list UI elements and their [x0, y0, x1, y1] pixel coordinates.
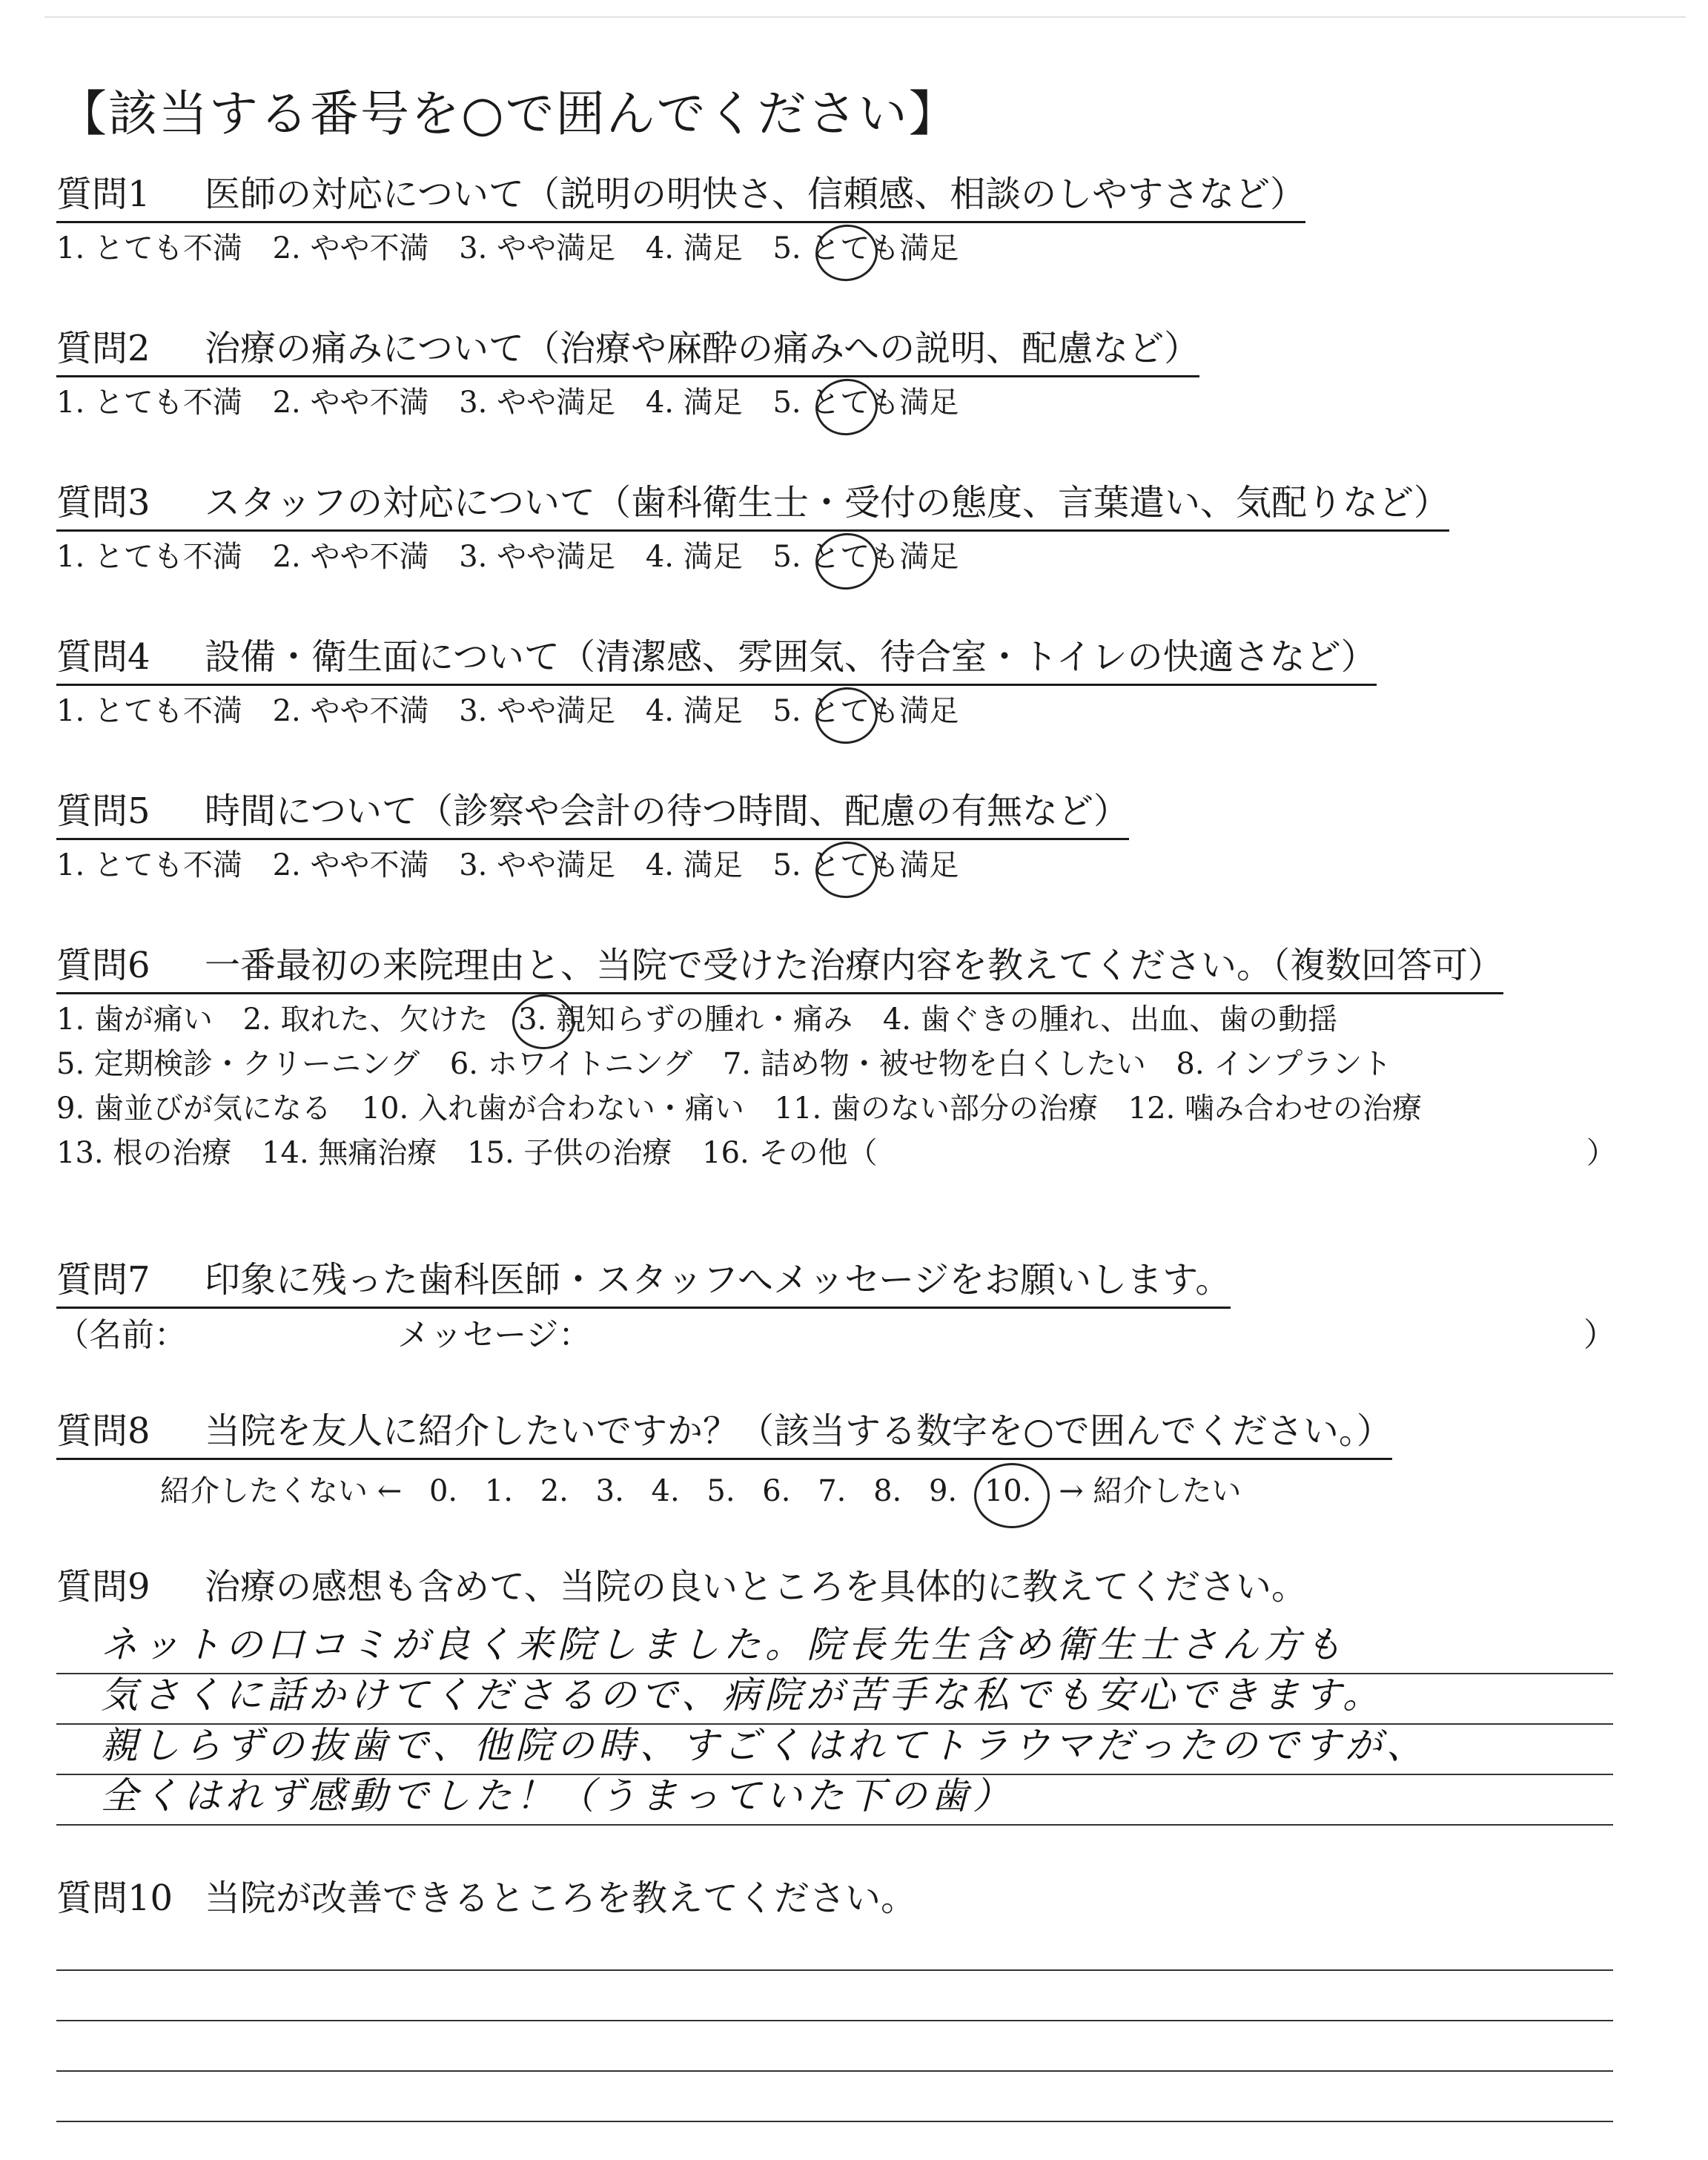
q8-scale-4[interactable]: 4.: [651, 1474, 680, 1508]
question-4-number: 質問4: [56, 636, 150, 678]
q5-option-4[interactable]: 4. 満足: [645, 848, 743, 882]
q8-scale-3[interactable]: 3.: [595, 1474, 624, 1508]
question-2-number: 質問2: [56, 328, 150, 369]
question-5-number: 質問5: [56, 790, 150, 832]
question-9-answer-area[interactable]: [56, 1624, 1613, 1826]
question-1-options: [56, 229, 1628, 268]
q4-option-5-label: 5. とても満足: [772, 694, 959, 728]
q6-option-4[interactable]: 4. 歯ぐきの腫れ、出血、歯の動揺: [882, 1003, 1338, 1037]
q8-scale-9[interactable]: 9.: [928, 1474, 958, 1508]
question-6: [56, 943, 1628, 1172]
q6-option-12[interactable]: 12. 噛み合わせの治療: [1128, 1091, 1423, 1126]
question-4-title: [56, 635, 1377, 686]
q2-option-5-selected[interactable]: [772, 383, 959, 422]
q2-option-1[interactable]: 1. とても不満: [56, 386, 242, 420]
question-10: [56, 1876, 1628, 1925]
question-1-title: [56, 172, 1305, 223]
question-10-title: [56, 1876, 916, 1925]
q6-option-15[interactable]: 15. 子供の治療: [467, 1136, 672, 1170]
q6-option-11[interactable]: 11. 歯のない部分の治療: [774, 1091, 1098, 1126]
q2-option-3[interactable]: 3. やや満足: [459, 386, 616, 420]
q8-scale-5[interactable]: 5.: [706, 1474, 735, 1508]
q7-close-paren: ）: [1583, 1316, 1616, 1354]
question-4-options: [56, 692, 1628, 730]
q6-option-5[interactable]: 5. 定期検診・クリーニング: [56, 1047, 420, 1081]
q1-option-1[interactable]: 1. とても不満: [56, 231, 242, 265]
question-2-title: [56, 326, 1199, 377]
handwritten-answer: 気さくに話かけてくださるので、病院が苦手な私でも安心できます。: [101, 1674, 1384, 1717]
q8-scale-8[interactable]: 8.: [873, 1474, 902, 1508]
question-1: [56, 172, 1628, 268]
q3-option-2[interactable]: 2. やや不満: [272, 540, 429, 574]
q6-option-10[interactable]: 10. 入れ歯が合わない・痛い: [361, 1091, 744, 1126]
question-4-text: 設備・衛生面について（清潔感、雰囲気、待合室・トイレの快適さなど）: [205, 636, 1377, 678]
question-9-number: 質問9: [56, 1566, 150, 1608]
q8-scale-10-label: 10.: [984, 1474, 1032, 1508]
q6-option-6[interactable]: 6. ホワイトニング: [449, 1047, 693, 1081]
q5-option-5-selected[interactable]: [772, 846, 959, 885]
question-2: [56, 326, 1628, 422]
q1-option-5-label: 5. とても満足: [772, 231, 959, 265]
answer-line: [56, 1920, 1613, 1971]
q3-option-1[interactable]: 1. とても不満: [56, 540, 242, 574]
q2-option-2[interactable]: 2. やや不満: [272, 386, 429, 420]
question-8-number: 質問8: [56, 1410, 150, 1452]
q8-scale-0[interactable]: 0.: [428, 1474, 458, 1508]
q8-scale-2[interactable]: 2.: [540, 1474, 569, 1508]
q5-option-5-label: 5. とても満足: [772, 848, 959, 882]
answer-line: [56, 1775, 1613, 1826]
q1-option-2[interactable]: 2. やや不満: [272, 231, 429, 265]
q5-option-2[interactable]: 2. やや不満: [272, 848, 429, 882]
q6-option-9[interactable]: 9. 歯並びが気になる: [56, 1091, 331, 1126]
q5-option-3[interactable]: 3. やや満足: [459, 848, 616, 882]
q8-scale-6[interactable]: 6.: [762, 1474, 791, 1508]
q6-option-7[interactable]: 7. 詰め物・被せ物を白くしたい: [722, 1047, 1146, 1081]
question-3-options: [56, 538, 1628, 576]
question-3-text: スタッフの対応について（歯科衛生士・受付の態度、言葉遣い、気配りなど）: [205, 482, 1450, 524]
q1-option-3[interactable]: 3. やや満足: [459, 231, 616, 265]
q4-option-2[interactable]: 2. やや不満: [272, 694, 429, 728]
question-6-row-2: [56, 1045, 1628, 1083]
q8-scale-10-selected[interactable]: [984, 1470, 1032, 1512]
q8-scale-1[interactable]: 1.: [484, 1474, 514, 1508]
question-6-row-3: [56, 1089, 1628, 1128]
q6-option-3-label: 3. 親知らずの腫れ・痛み: [518, 1003, 853, 1037]
q4-option-1[interactable]: 1. とても不満: [56, 694, 242, 728]
question-6-number: 質問6: [56, 945, 150, 986]
q5-option-1[interactable]: 1. とても不満: [56, 848, 242, 882]
handwritten-answer: 親しらずの抜歯で、他院の時、すごくはれてトラウマだったのですが、: [101, 1724, 1428, 1767]
q6-option-2[interactable]: 2. 取れた、欠けた: [242, 1003, 489, 1037]
question-10-answer-area[interactable]: [56, 1920, 1613, 2122]
q3-option-4[interactable]: 4. 満足: [645, 540, 743, 574]
q7-name-label[interactable]: （名前：: [56, 1316, 187, 1354]
q1-option-5-selected[interactable]: [772, 229, 959, 268]
question-3-title: [56, 480, 1449, 532]
question-5-text: 時間について（診察や会計の待つ時間、配慮の有無など）: [205, 790, 1130, 832]
question-2-text: 治療の痛みについて（治療や麻酔の痛みへの説明、配慮など）: [205, 328, 1200, 369]
question-5: [56, 789, 1628, 885]
question-4: [56, 635, 1628, 730]
question-1-text: 医師の対応について（説明の明快さ、信頼感、相談のしやすさなど）: [205, 174, 1306, 215]
q3-option-3[interactable]: 3. やや満足: [459, 540, 616, 574]
handwritten-answer: ネットの口コミが良く来院しました。院長先生含め衛生士さん方も: [101, 1623, 1346, 1666]
question-7-number: 質問7: [56, 1259, 150, 1301]
q1-option-4[interactable]: 4. 満足: [645, 231, 743, 265]
question-9-title: [56, 1565, 1307, 1614]
q6-other-close-paren: ）: [1586, 1136, 1616, 1170]
answer-line: [56, 1971, 1613, 2021]
q8-right-label: → 紹介したい: [1059, 1474, 1242, 1508]
question-8-scale: [56, 1470, 1628, 1512]
question-9-text: 治療の感想も含めて、当院の良いところを具体的に教えてください。: [205, 1566, 1308, 1608]
q4-option-5-selected[interactable]: [772, 692, 959, 730]
question-10-number: 質問10: [56, 1877, 173, 1919]
form-title: 【該当する番号を○で囲んでください】: [58, 85, 959, 142]
q6-option-3-selected[interactable]: [518, 1000, 853, 1039]
question-6-text: 一番最初の来院理由と、当院で受けた治療内容を教えてください。（複数回答可）: [205, 945, 1504, 986]
q3-option-5-selected[interactable]: [772, 538, 959, 576]
question-2-options: [56, 383, 1628, 422]
q7-message-label[interactable]: メッセージ：: [397, 1316, 592, 1354]
question-7-fields: [56, 1313, 1628, 1358]
q6-option-16[interactable]: 16. その他（: [702, 1136, 878, 1170]
question-8: [56, 1409, 1628, 1512]
question-5-title: [56, 789, 1129, 840]
q2-option-4[interactable]: 4. 満足: [645, 386, 743, 420]
q8-scale-7[interactable]: 7.: [818, 1474, 847, 1508]
q6-option-13[interactable]: 13. 根の治療: [56, 1136, 232, 1170]
handwritten-answer: 全くはれず感動でした！（うまっていた下の歯）: [101, 1774, 1014, 1817]
question-1-number: 質問1: [56, 174, 150, 215]
question-7-title: [56, 1258, 1231, 1309]
question-5-options: [56, 846, 1628, 885]
question-3: [56, 480, 1628, 576]
top-border: [44, 16, 1686, 18]
question-10-text: 当院が改善できるところを教えてください。: [205, 1877, 917, 1919]
q4-option-4[interactable]: 4. 満足: [645, 694, 743, 728]
question-9: [56, 1565, 1628, 1614]
q6-option-1[interactable]: 1. 歯が痛い: [56, 1003, 213, 1037]
question-8-text: 当院を友人に紹介したいですか？（該当する数字を○で囲んでください。）: [205, 1410, 1392, 1452]
q4-option-3[interactable]: 3. やや満足: [459, 694, 616, 728]
answer-line: [56, 2072, 1613, 2122]
question-7-text: 印象に残った歯科医師・スタッフへメッセージをお願いします。: [205, 1259, 1231, 1301]
q2-option-5-label: 5. とても満足: [772, 386, 959, 420]
question-6-row-4: [56, 1134, 1628, 1172]
q6-option-8[interactable]: 8. インプラント: [1176, 1047, 1392, 1081]
q8-left-label: 紹介したくない ←: [160, 1474, 403, 1508]
question-3-number: 質問3: [56, 482, 150, 524]
question-8-title: [56, 1409, 1392, 1460]
question-7: [56, 1258, 1628, 1358]
question-6-row-1: [56, 1000, 1628, 1039]
q6-option-14[interactable]: 14. 無痛治療: [262, 1136, 437, 1170]
q3-option-5-label: 5. とても満足: [772, 540, 959, 574]
answer-line: [56, 2021, 1613, 2072]
question-6-title: [56, 943, 1503, 994]
